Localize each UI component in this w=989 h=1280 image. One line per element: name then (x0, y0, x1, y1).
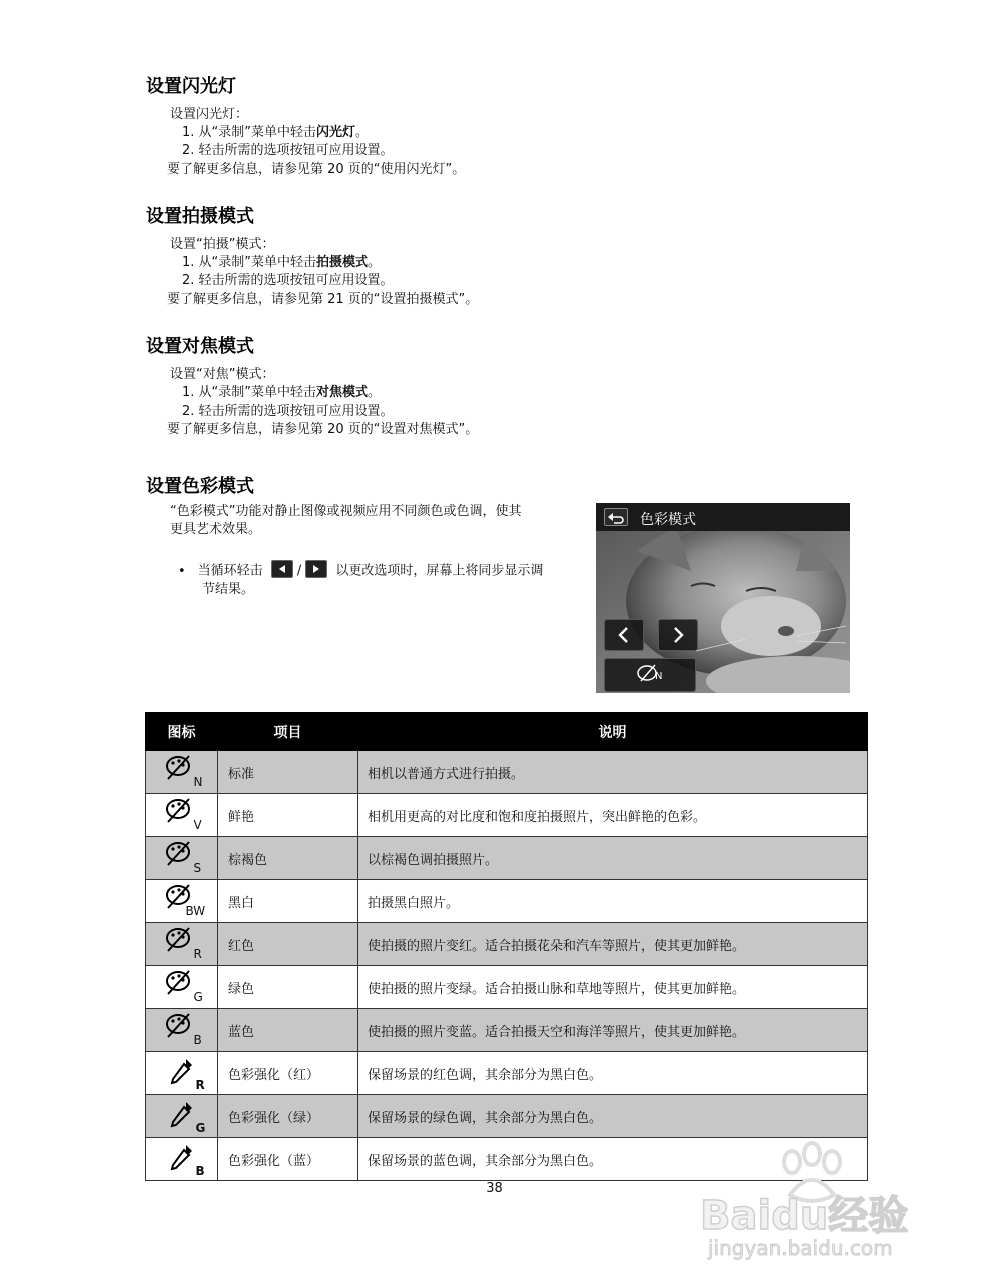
section-title-shoot-mode: 设置拍摄模式 (146, 206, 254, 227)
section-intro: 设置“拍摄”模式： (170, 237, 275, 252)
table-cell-icon (146, 923, 218, 966)
table-cell-desc: 使拍摄的照片变绿。适合拍摄山脉和草地等照片，使其更加鲜艳。 (358, 966, 868, 1009)
color-mode-blue-icon (156, 1009, 208, 1047)
table-cell-desc: 保留场景的蓝色调，其余部分为黑白色。 (358, 1138, 868, 1181)
camera-color-mode-screen (596, 503, 850, 693)
table-cell-item: 标准 (218, 751, 358, 794)
step-1 (182, 125, 368, 141)
step-2: 2. 轻击所需的选项按钮可应用设置。 (182, 273, 394, 288)
section-title-focus-mode: 设置对焦模式 (146, 336, 254, 357)
camera-screen-title: 色彩模式 (640, 512, 696, 528)
color-mode-vivid-icon (156, 794, 208, 832)
icon-letter: B (195, 1164, 205, 1178)
step-1 (182, 255, 381, 271)
watermark-url: jingyan.baidu.com (708, 1236, 893, 1260)
color-mode-green-icon (156, 966, 208, 1004)
color-mode-desc-1: “色彩模式”功能对静止图像或视频应用不同颜色或色调，使其 (170, 504, 522, 519)
watermark-brand: Baidu经验 (700, 1193, 909, 1239)
bullet-text-line2: 节结果。 (202, 582, 255, 597)
table-cell-desc: 以棕褐色调拍摄照片。 (358, 837, 868, 880)
step-1-suffix: 。 (355, 125, 369, 140)
table-cell-desc: 相机以普通方式进行拍摄。 (358, 751, 868, 794)
step-1-suffix: 。 (368, 385, 382, 400)
table-cell-item: 黑白 (218, 880, 358, 923)
icon-letter: R (195, 1078, 205, 1092)
step-2: 2. 轻击所需的选项按钮可应用设置。 (182, 404, 394, 419)
step-1-menu-item: 闪光灯 (316, 125, 356, 140)
right-arrow-button-icon (305, 560, 327, 578)
back-icon[interactable] (604, 508, 628, 526)
section-intro: 设置闪光灯： (170, 107, 249, 122)
icon-letter: B (193, 1033, 202, 1047)
table-cell-icon (146, 751, 218, 794)
table-cell-item: 绿色 (218, 966, 358, 1009)
section-title-flash: 设置闪光灯 (146, 76, 236, 97)
table-cell-item: 色彩强化（绿） (218, 1095, 358, 1138)
more-info: 要了解更多信息，请参见第 20 页的“使用闪光灯”。 (167, 162, 466, 177)
bullet-text-prefix: 当循环轻击 (197, 563, 263, 579)
step-1-prefix: 1. 从“录制”菜单中轻击 (182, 385, 317, 400)
table-cell-icon (146, 966, 218, 1009)
step-1 (182, 385, 381, 401)
step-2: 2. 轻击所需的选项按钮可应用设置。 (182, 143, 394, 158)
table-cell-icon (146, 1052, 218, 1095)
table-cell-icon (146, 794, 218, 837)
table-cell-item: 鲜艳 (218, 794, 358, 837)
table-row (146, 794, 868, 837)
table-row (146, 837, 868, 880)
more-info: 要了解更多信息，请参见第 21 页的“设置拍摄模式”。 (167, 292, 479, 307)
camera-color-mode-letter: N (655, 671, 663, 682)
icon-letter: G (195, 1121, 206, 1135)
table-cell-icon (146, 880, 218, 923)
table-row (146, 1052, 868, 1095)
icon-letter: V (193, 818, 202, 832)
table-cell-item: 色彩强化（红） (218, 1052, 358, 1095)
table-cell-icon (146, 837, 218, 880)
icon-letter: R (193, 947, 202, 961)
table-cell-desc: 保留场景的绿色调，其余部分为黑白色。 (358, 1095, 868, 1138)
camera-title-bar (596, 503, 850, 531)
table-cell-icon (146, 1138, 218, 1181)
icon-letter: S (193, 861, 202, 875)
table-cell-item: 棕褐色 (218, 837, 358, 880)
color-mode-desc-2: 更具艺术效果。 (170, 522, 262, 537)
table-cell-desc: 使拍摄的照片变蓝。适合拍摄天空和海洋等照片，使其更加鲜艳。 (358, 1009, 868, 1052)
color-accent-red-icon (156, 1052, 208, 1090)
section-title-color-mode: 设置色彩模式 (146, 476, 254, 497)
table-cell-desc: 使拍摄的照片变红。适合拍摄花朵和汽车等照片，使其更加鲜艳。 (358, 923, 868, 966)
table-header-row (146, 713, 868, 751)
color-mode-sepia-icon (156, 837, 208, 875)
table-row (146, 751, 868, 794)
bullet-dot: • (178, 563, 186, 579)
step-1-prefix: 1. 从“录制”菜单中轻击 (182, 255, 317, 270)
bullet-separator: / (296, 563, 302, 579)
bullet-item (178, 562, 543, 580)
table-cell-item: 色彩强化（蓝） (218, 1138, 358, 1181)
color-mode-red-icon (156, 923, 208, 961)
left-arrow-button-icon (271, 560, 293, 578)
header-desc: 说明 (358, 713, 868, 751)
step-1-suffix: 。 (368, 255, 382, 270)
baidu-watermark (700, 1140, 940, 1260)
table-row (146, 966, 868, 1009)
table-cell-item: 红色 (218, 923, 358, 966)
table-row (146, 880, 868, 923)
camera-prev-button[interactable] (604, 619, 644, 651)
more-info: 要了解更多信息，请参见第 20 页的“设置对焦模式”。 (167, 422, 479, 437)
page-number: 38 (486, 1181, 503, 1196)
table-cell-desc: 相机用更高的对比度和饱和度拍摄照片，突出鲜艳的色彩。 (358, 794, 868, 837)
camera-color-mode-button[interactable] (604, 658, 696, 692)
table-row (146, 1009, 868, 1052)
icon-letter: N (193, 775, 203, 789)
icon-letter: BW (185, 904, 206, 918)
color-accent-blue-icon (156, 1138, 208, 1176)
color-mode-normal-icon (156, 751, 208, 789)
icon-letter: G (193, 990, 203, 1004)
table-cell-desc: 保留场景的红色调，其余部分为黑白色。 (358, 1052, 868, 1095)
color-mode-table (145, 712, 868, 1181)
color-mode-bw-icon (156, 880, 208, 918)
color-accent-green-icon (156, 1095, 208, 1133)
bullet-text-suffix: 以更改选项时，屏幕上将同步显示调 (335, 563, 544, 579)
camera-next-button[interactable] (658, 619, 698, 651)
table-cell-icon (146, 1095, 218, 1138)
step-1-menu-item: 拍摄模式 (316, 255, 369, 270)
table-cell-icon (146, 1009, 218, 1052)
header-icon: 图标 (146, 713, 218, 751)
section-intro: 设置“对焦”模式： (170, 367, 275, 382)
table-cell-item: 蓝色 (218, 1009, 358, 1052)
step-1-menu-item: 对焦模式 (316, 385, 369, 400)
table-cell-desc: 拍摄黑白照片。 (358, 880, 868, 923)
table-row (146, 1095, 868, 1138)
table-row (146, 923, 868, 966)
step-1-prefix: 1. 从“录制”菜单中轻击 (182, 125, 317, 140)
header-item: 项目 (218, 713, 358, 751)
